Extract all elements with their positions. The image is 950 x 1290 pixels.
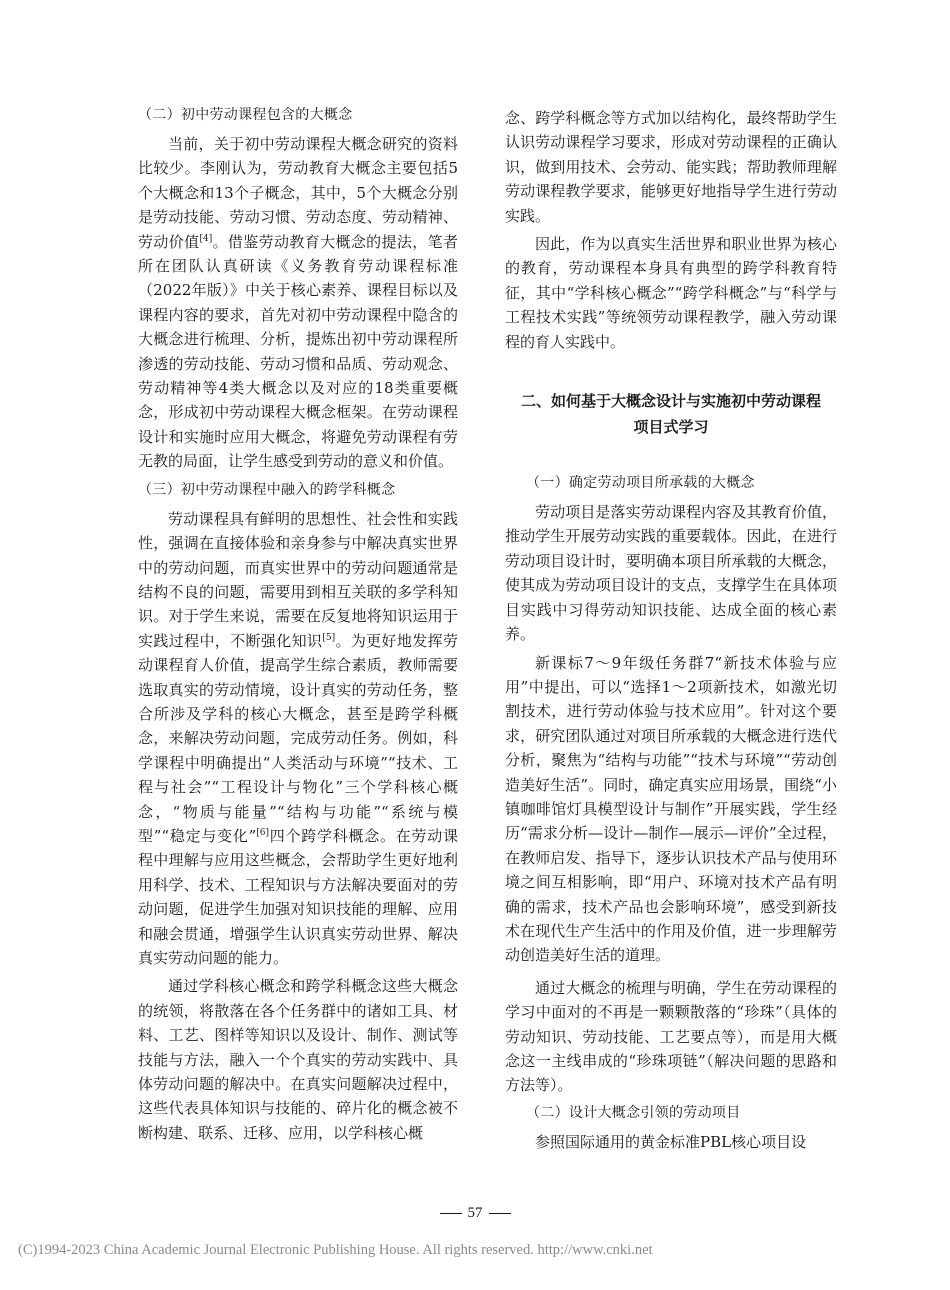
subsection-heading-2-2: （二）初中劳动课程包含的大概念: [138, 107, 353, 123]
subsection-heading-3-2: （二）设计大概念引领的劳动项目: [526, 1104, 741, 1121]
paragraph: 当前，关于初中劳动课程大概念研究的资料比较少。李刚认为，劳动教育大概念主要包括5个大概念和13个子概念，其中，5个大概念分别是劳动技能、劳动习惯、劳动态度、劳动精神、劳动价值[4]。借鉴劳动教育大概念的提法，笔者所在团队认真研读《义务教育劳动课程标准（2022年版）》中关于核心素养、课程目标以及课程内容的要求，首先对初中劳动课程中隐含的大概念进行梳理、分析，提炼出初中劳动课程所渗透的劳动技能、劳动习惯和品质、劳动观念、劳动精神等4类大概念以及对应的18类重要概念，形成初中劳动课程大概念框架。在劳动课程设计和实施时应用大概念，将避免劳动课程有劳无教的局面，让学生感受到劳动的意义和价值。: [138, 135, 458, 471]
subsection-heading-2-3: （三）初中劳动课程中融入的跨学科概念: [138, 481, 396, 498]
page-number-dash-right: [489, 1213, 511, 1214]
subsection-heading-3-1: （一）确定劳动项目所承载的大概念: [526, 475, 755, 492]
left-column: [138, 106, 458, 1145]
paragraph: 劳动项目是落实劳动课程内容及其教育价值，推动学生开展劳动实践的重要载体。因此，在进行劳动项目设计时，要明确本项目所承载的大概念，使其成为劳动项目设计的支点，支撑学生在具体项目实践中习得劳动知识技能、达成全面的核心素养。: [505, 503, 837, 644]
paragraph: 因此，作为以真实生活世界和职业世界为核心的教育，劳动课程本身具有典型的跨学科教育特征，其中“学科核心概念”“跨学科概念”与“科学与工程技术实践”等统领劳动课程教学，融入劳动课程的育人实践中。: [505, 235, 837, 351]
paragraph: 劳动课程具有鲜明的思想性、社会性和实践性，强调在直接体验和亲身参与中解决真实世界中的劳动问题，而真实世界中的劳动问题通常是结构不良的问题，需要用到相互关联的多学科知识。对于学生来说，需要在反复地将知识运用于实践过程中，不断强化知识[5]。为更好地发挥劳动课程育人价值，提高学生综合素质，教师需要选取真实的劳动情境，设计真实的劳动任务，整合所涉及学科的核心大概念，甚至是跨学科概念，来解决劳动问题，完成劳动任务。例如，科学课程中明确提出“人类活动与环境”“技术、工程与社会”“工程设计与物化”三个学科核心概念，“物质与能量”“结构与功能”“系统与模型”“稳定与变化”[6]四个跨学科概念。在劳动课程中理解与应用这些概念，会帮助学生更好地利用科学、技术、工程知识与方法解决要面对的劳动问题，促进学生加强对知识技能的理解、应用和融会贯通，增强学生认识真实劳动世界、解决真实劳动问题的能力。: [138, 509, 458, 967]
paragraph: 通过大概念的梳理与明确，学生在劳动课程的学习中面对的不再是一颗颗散落的“珍珠”（具体的劳动知识、劳动技能、工艺要点等），而是用大概念这一主线串成的“珍珠项链”（解决问题的思路和方法等）。: [505, 978, 837, 1095]
paragraph: 通过学科核心概念和跨学科概念这些大概念的统领，将散落在各个任务群中的诸如工具、材料、工艺、图样等知识以及设计、制作、测试等技能与方法，融入一个个真实的劳动实践中、具体劳动问题的解决中。在真实问题解决过程中，这些代表具体知识与技能的、碎片化的概念被不断构建、联系、迁移、应用，以学科核心概: [138, 977, 458, 1142]
page-number-dash-left: [440, 1213, 462, 1214]
paragraph: 念、跨学科概念等方式加以结构化，最终帮助学生认识劳动课程学习要求，形成对劳动课程的正确认识，做到用技术、会劳动、能实践；帮助教师理解劳动课程教学要求，能够更好地指导学生进行劳动实践。: [505, 109, 837, 225]
section-heading: 二、如何基于大概念设计与实施初中劳动课程 项目式学习: [520, 392, 821, 437]
citation-ref[interactable]: [5]: [322, 632, 336, 643]
page-number: 57: [0, 1205, 950, 1222]
paragraph: 参照国际通用的黄金标准PBL核心项目设: [535, 1132, 807, 1151]
citation-ref[interactable]: [6]: [256, 827, 269, 838]
paragraph: 新课标7～9年级任务群7“新技术体验与应用”中提出，可以“选择1～2项新技术，如激光切割技术，进行劳动体验与技术应用”。针对这个要求，研究团队通过对项目所承载的大概念进行迭代分析，聚焦为“结构与功能”“技术与环境”“劳动创造美好生活”。同时，确定真实应用场景，围绕“小镇咖啡馆灯具模型设计与制作”开展实践，学生经历“需求分析—设计—制作—展示—评价”全过程，在教师启发、指导下，逐步认识技术产品与使用环境之间互相影响，即“用户、环境对技术产品有明确的需求，技术产品也会影响环境”，感受到新技术在现代生产生活中的作用及价值，进一步理解劳动创造美好生活的道理。: [505, 653, 837, 965]
right-column: [505, 106, 837, 1154]
copyright-notice: (C)1994-2023 China Academic Journal Electronic Publishing House. All rights reserved. http://www.cnki.net: [18, 1242, 653, 1258]
citation-ref[interactable]: [4]: [199, 233, 213, 244]
